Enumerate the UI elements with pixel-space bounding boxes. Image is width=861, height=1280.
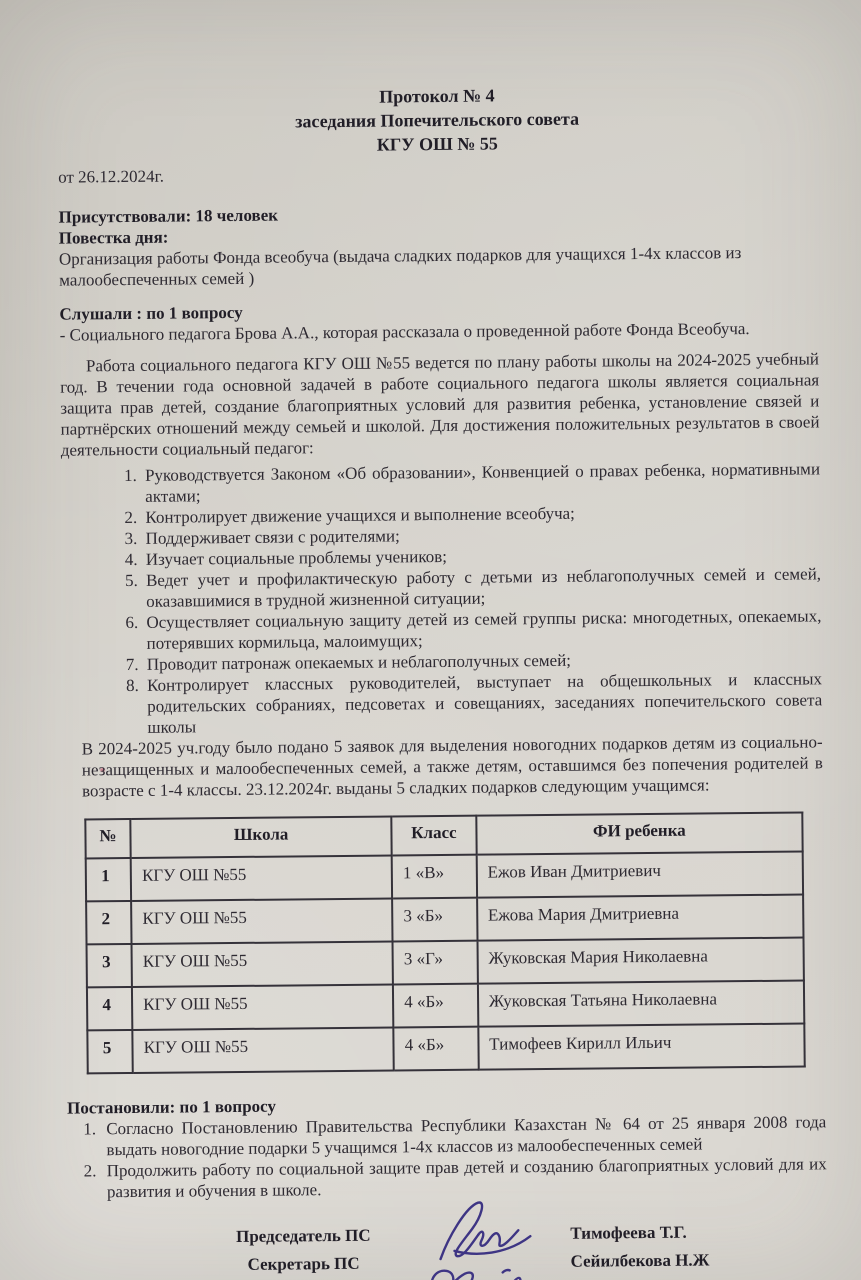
cell-class: 3 «Г» xyxy=(393,941,478,985)
duty-item: 1. Руководствуется Законом «Об образовании», Конвенцией о правах ребенка, нормативными актами; xyxy=(141,458,820,507)
table-row xyxy=(87,938,804,988)
duties-list xyxy=(61,458,823,738)
resolution-item: 1. Согласно Постановлению Правительства Республики Казахстан № 64 от 25 января 2008 года выдать новогодние подарки 5 учащимся 1-4х классов из малообеспеченных семей xyxy=(100,1111,826,1160)
duty-item: 6. Осуществляет социальную защиту детей из семей группы риска: многодетных, опекаемых, потерявших кормильца, малоимущих; xyxy=(142,605,821,654)
heard-text: - Социального педагога Брова А.А., которая рассказала о проведенной работе Фонда Всеобуча. xyxy=(59,319,750,345)
cell-class: 1 «В» xyxy=(392,855,477,899)
applications-paragraph: В 2024-2025 уч.году было подано 5 заявок для выделения новогодних подарков детям из социально-незащищенных и малообеспеченных семей, а также детям, оставшимся без попечения родителей в возрасте с 1-4 классы. 23.12.2024г. выданы 5 сладких подарков следующим учащимся: xyxy=(81,732,823,801)
cell-school: КГУ ОШ №55 xyxy=(131,898,392,944)
agenda-text: Организация работы Фонда всеобуча (выдача сладких подарков для учащихся 1-4х классов из малообеспеченных семей ) xyxy=(58,243,742,290)
signature-name-chairman: Тимофеева Т.Г. xyxy=(570,1222,687,1243)
cell-child: Тимофеев Кирилл Ильич xyxy=(478,1024,805,1070)
header-cell-school: Школа xyxy=(130,816,391,858)
signature-roles xyxy=(188,1221,419,1279)
cell-child: Жуковская Мария Николаевна xyxy=(477,938,804,984)
header-cell-number: № xyxy=(85,819,131,858)
document-content xyxy=(56,0,827,1280)
resolved-label: Постановили: по 1 вопросу xyxy=(66,1096,277,1118)
table-header-row xyxy=(85,813,802,859)
table-row xyxy=(87,981,804,1031)
cell-school: КГУ ОШ №55 xyxy=(132,941,393,987)
gifts-table xyxy=(84,812,805,1075)
table-row xyxy=(87,1024,804,1074)
cell-class: 4 «Б» xyxy=(393,984,478,1028)
heard-label: Слушали : по 1 вопросу xyxy=(59,302,243,324)
cell-number: 1 xyxy=(86,858,132,901)
resolution-item: 2. Продолжить работу по социальной защите прав детей и созданию благоприятных условий для их развития и обучения в школе. xyxy=(101,1153,827,1202)
agenda-label: Повестка дня: xyxy=(58,227,169,248)
school-name: КГУ ОШ № 55 xyxy=(376,133,498,155)
body-paragraph: Работа социального педагога КГУ ОШ №55 ведется по плану работы школы на 2024-2025 учебный год. В течении года основной задачей в работе социального педагога школы является социальная защита прав детей, создание благоприятных условий для развития ребенка, установление связей и партнёрских отношений между семьей и школой. Для достижения положительных результатов в своей деятельности социальный педагог: xyxy=(60,349,820,460)
protocol-title: Протокол № 4 xyxy=(379,85,495,107)
signature-role-secretary: Секретарь ПС xyxy=(247,1253,360,1274)
header-cell-class: Класс xyxy=(391,816,476,856)
table-row xyxy=(86,895,803,945)
title-block xyxy=(57,80,817,159)
cell-class: 3 «Б» xyxy=(392,898,477,942)
duty-item: 7. Проводит патронаж опекаемых и неблагополучных семей; xyxy=(143,647,822,675)
attendees-line: Присутствовали: 18 человек xyxy=(58,205,279,227)
date-line: от 26.12.2024г. xyxy=(58,166,165,187)
cell-school: КГУ ОШ №55 xyxy=(131,855,392,901)
protocol-subtitle: заседания Попечительского совета xyxy=(295,108,580,132)
cell-child: Ежов Иван Дмитриевич xyxy=(476,852,803,898)
duty-item: 3. Поддерживает связи с родителями; xyxy=(142,521,821,549)
signature-name-secretary: Сейилбекова Н.Ж xyxy=(570,1250,710,1271)
cell-child: Ежова Мария Дмитриевна xyxy=(477,895,804,941)
duty-item: 4. Изучает социальные проблемы учеников; xyxy=(142,542,821,570)
header-cell-child: ФИ ребенка xyxy=(476,813,803,855)
signature-icon xyxy=(418,1192,559,1280)
cell-number: 3 xyxy=(87,944,133,987)
cell-school: КГУ ОШ №55 xyxy=(132,984,393,1030)
signature-block xyxy=(188,1217,828,1280)
duty-item: 8. Контролирует классных руководителей, выступает на общешкольных и классных родительских собраниях, педсоветах и совещаниях, заседаниях попечительского совета школы xyxy=(143,668,823,738)
cell-class: 4 «Б» xyxy=(393,1027,478,1071)
cell-number: 2 xyxy=(86,901,132,944)
duty-item: 2. Контролирует движение учащихся и выполнение всеобуча; xyxy=(141,500,820,528)
signature-names xyxy=(558,1218,809,1276)
table-row xyxy=(86,852,803,902)
cell-school: КГУ ОШ №55 xyxy=(132,1027,393,1073)
resolutions-list xyxy=(67,1111,827,1202)
duty-item: 5. Ведет учет и профилактическую работу с детьми из неблагополучных семей и семей, оказавшимися в трудной жизненной ситуации; xyxy=(142,563,821,612)
signature-role-chairman: Председатель ПС xyxy=(235,1225,371,1247)
cell-number: 5 xyxy=(87,1030,133,1073)
cell-number: 4 xyxy=(87,987,133,1030)
cell-child: Жуковская Татьяна Николаевна xyxy=(478,981,805,1027)
